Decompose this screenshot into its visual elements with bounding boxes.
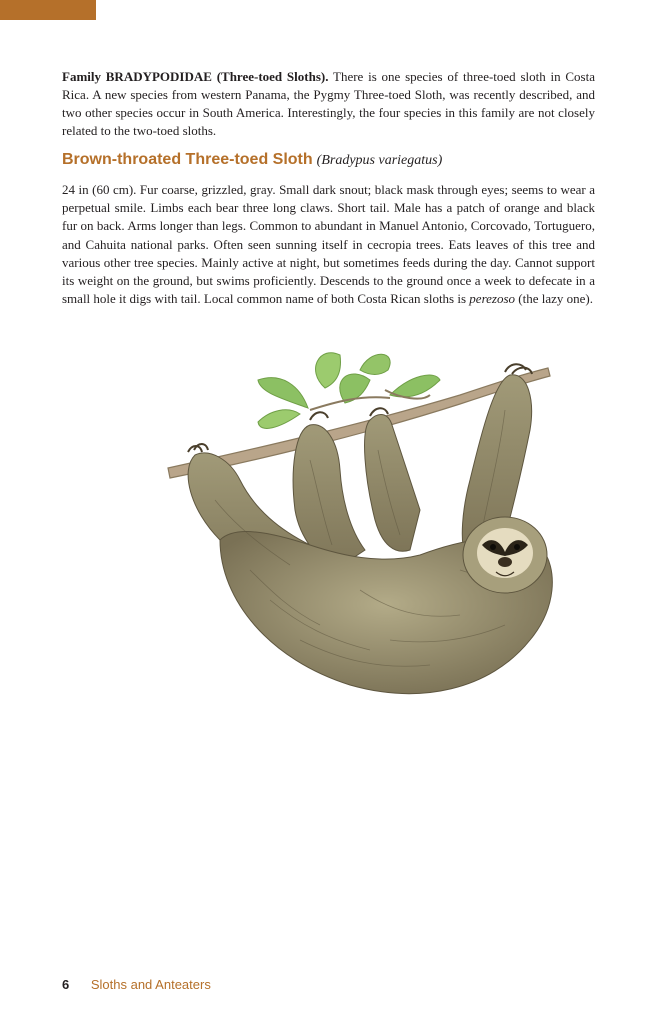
family-intro-text: There is one species of three-toed sloth in Costa Rica. A new species from western Panama, the Pygmy Three-toed Sloth, was recently described, and two other species occur in South America. Interestingly, the four species in this family are not closely related to the two-toed sloths.: [62, 69, 595, 138]
sloth-head: [463, 517, 547, 593]
species-description-end: (the lazy one).: [515, 291, 594, 307]
species-common-name: Brown-throated Three-toed Sloth: [62, 151, 313, 168]
species-local-name: perezoso: [469, 291, 516, 307]
corner-color-tab: [0, 0, 96, 20]
family-intro: [62, 68, 595, 140]
species-heading: [62, 151, 602, 169]
family-intro-lead: Family BRADYPODIDAE (Three-toed Sloths).: [62, 69, 329, 84]
page-number: 6: [62, 977, 70, 992]
species-description: [62, 181, 595, 308]
sloth-illustration: [160, 340, 580, 710]
species-description-text: 24 in (60 cm). Fur coarse, grizzled, gray. Small dark snout; black mask through eyes; seems to wear a perpetual smile. Limbs each bear three long claws. Short tail. Male has a patch of orange and black fur on back. Arms longer than legs. Common to abundant in Manuel Antonio, Corcovado, Tortuguero, and Cahuita national parks. Often seen sunning itself in cecropia trees. Eats leaves of this tree and various other tree species. Mainly active at night, but sometimes feeds during the day. Cannot support its weight on the ground, but swims proficiently. Descends to the ground once a week to defecate in a small hole it digs with tail. Local common name of both Costa Rican sloths is: [62, 182, 595, 307]
species-scientific-name: (Bradypus variegatus): [316, 153, 443, 168]
running-title: Sloths and Anteaters: [90, 977, 211, 992]
page-footer: [62, 977, 211, 992]
sloth-middle-arm: [365, 415, 420, 552]
